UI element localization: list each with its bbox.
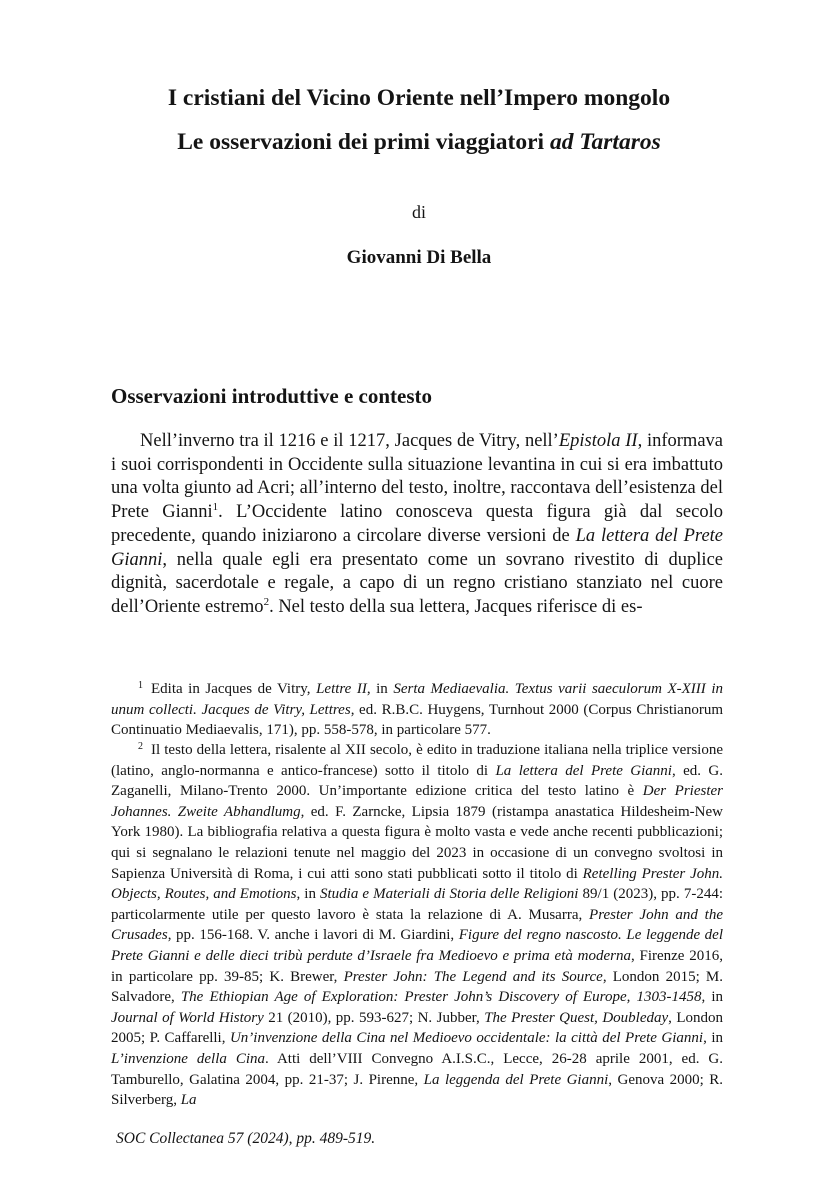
section-heading: Osservazioni introduttive e contesto [111, 384, 432, 408]
footnote-number: 2 [138, 741, 143, 752]
footnote-ref-1[interactable]: 1 [212, 500, 219, 513]
footnote-text: , ed. F. Zarncke, Lipsia 1879 (ristampa anastatica Hildesheim-New York 1980). La bibliografia relativa a questa figura è molto vasta e vede anche recenti pubblicazioni; qui si segnalano le relazioni tenute nel maggio del 2023 in occasione di un convegno svoltosi in Sapienza Università di Roma, i cui atti sono stati pubblicati sotto il titolo di [111, 803, 724, 882]
footnote-italic: Prester John and the Crusades [111, 906, 723, 944]
footnote-italic: La [180, 1092, 197, 1109]
footnote-text: , in [703, 1030, 723, 1047]
footnote-italic: Studia e Materiali di Storia delle Religioni [320, 886, 579, 903]
footnote-ref-2[interactable]: 2 [263, 595, 270, 608]
footnote-italic: La leggenda del Prete Gianni [423, 1071, 609, 1088]
footnote-text: , London 2005; P. Caffarelli, [111, 1009, 724, 1047]
footnote-text: 89/1 (2023), pp. 7-244: particolarmente utile per questo lavoro è stata la relazione di A. Musarra, [111, 886, 723, 923]
footnote-italic: L’invenzione della Cina [111, 1050, 266, 1067]
footnote-text: Il testo della lettera, risalente al XII secolo, è edito in traduzione italiana nella triplice versione (latino, anglo-normanna e antico-francese) sotto il titolo di [111, 742, 723, 779]
footnote-italic: Un’invenzione della Cina nel Medioevo occidentale: la città del Prete Gianni [229, 1030, 704, 1047]
footnote-text: 21 (2010), pp. 593-627; N. Jubber, [263, 1009, 485, 1026]
footnote-text: , in [296, 886, 321, 903]
footnote-italic: Serta Mediaevalia. Textus varii saeculorum X-XIII in unum collecti. Jacques de Vitry, Lettres [111, 681, 723, 718]
title-line2-text: Le osservazioni dei primi viaggiatori [177, 129, 550, 155]
footnote-italic: Journal of World History [111, 1009, 264, 1026]
article-title-line1: I cristiani del Vicino Oriente nell’Impero mongolo [167, 85, 671, 111]
footnote-text: , Genova 2000; R. Silverberg, [111, 1071, 724, 1109]
article-title-line2 [0, 128, 838, 156]
footnote-text: , in [366, 681, 394, 697]
footnote-text: , London 2015; M. Salvadore, [111, 968, 723, 1006]
footnote-italic: Figure del regno nascosto. Le leggende del Prete Gianni e delle dieci tribù perdute d’Israele fra Medioevo e prima età moderna [111, 927, 724, 964]
body-text: . Nel testo della sua lettera, Jacques riferisce di es- [269, 596, 643, 617]
body-paragraph [111, 430, 723, 620]
body-text: , informava i suoi corrispondenti in Occidente sulla situazione levantina in cui si era imbattuto una volta giunto ad Acri; all’interno del testo, inoltre, raccontava dell’esistenza del Prete Gianni [111, 431, 723, 523]
page-footer-citation: SOC Collectanea 57 (2024), pp. 489-519. [116, 1130, 376, 1147]
footnote-italic: Lettre II [316, 681, 367, 697]
footnote-text: . Atti dell’VIII Convegno A.I.S.C., Lecce, 26-28 aprile 2001, ed. G. Tamburello, Galatina 2004, pp. 21-37; J. Pirenne, [111, 1050, 724, 1088]
footnote-text: Edita in Jacques de Vitry, [151, 681, 317, 697]
byline-di: di [411, 202, 426, 222]
footnote-2 [111, 737, 723, 1111]
body-text: , nella quale egli era presentato come un sovrano rivestito di duplice dignità, sacerdotale e regale, a capo di un regno cristiano stanziato nel cuore dell’Oriente estremo [111, 549, 723, 617]
footnote-italic: The Prester Quest, Doubleday [484, 1009, 669, 1026]
footnote-number: 1 [138, 680, 143, 691]
footnote-text: , ed. R.B.C. Huygens, Turnhout 2000 (Corpus Christianorum Continuatio Mediaevalis, 171), pp. 558-578, in particolare 577. [111, 701, 723, 739]
body-text: . L’Occidente latino conosceva questa figura già dal secolo precedente, quando iniziarono a circolare diverse versioni de [111, 502, 723, 546]
body-text: Nell’inverno tra il 1216 e il 1217, Jacques de Vitry, nell’ [140, 431, 559, 451]
footnote-text: , in [701, 989, 723, 1006]
author-name: Giovanni Di Bella [346, 247, 492, 268]
footnote-italic: Der Priester Johannes. Zweite Abhandlumg [111, 783, 723, 820]
footnote-italic: Prester John: The Legend and its Source [343, 968, 603, 985]
body-italic: La lettera del Prete Gianni [111, 525, 724, 570]
footnote-1 [111, 676, 723, 741]
footnote-italic: La lettera del Prete Gianni [495, 762, 672, 779]
body-italic: Epistola II [558, 431, 638, 451]
footnote-italic: The Ethiopian Age of Exploration: Prester John’s Discovery of Europe, 1303-1458 [180, 989, 702, 1006]
footnote-text: , ed. G. Zaganelli, Milano-Trento 2000. Un’importante edizione critica del testo latino è [111, 762, 723, 800]
footnote-text: , Firenze 2016, in particolare pp. 39-85; K. Brewer, [111, 947, 723, 985]
title-line2-italic: ad Tartaros [549, 129, 661, 155]
footnote-text: , pp. 156-168. V. anche i lavori di M. Giardini, [167, 927, 459, 944]
footnote-italic: Retelling Prester John. Objects, Routes, and Emotions [111, 865, 723, 903]
